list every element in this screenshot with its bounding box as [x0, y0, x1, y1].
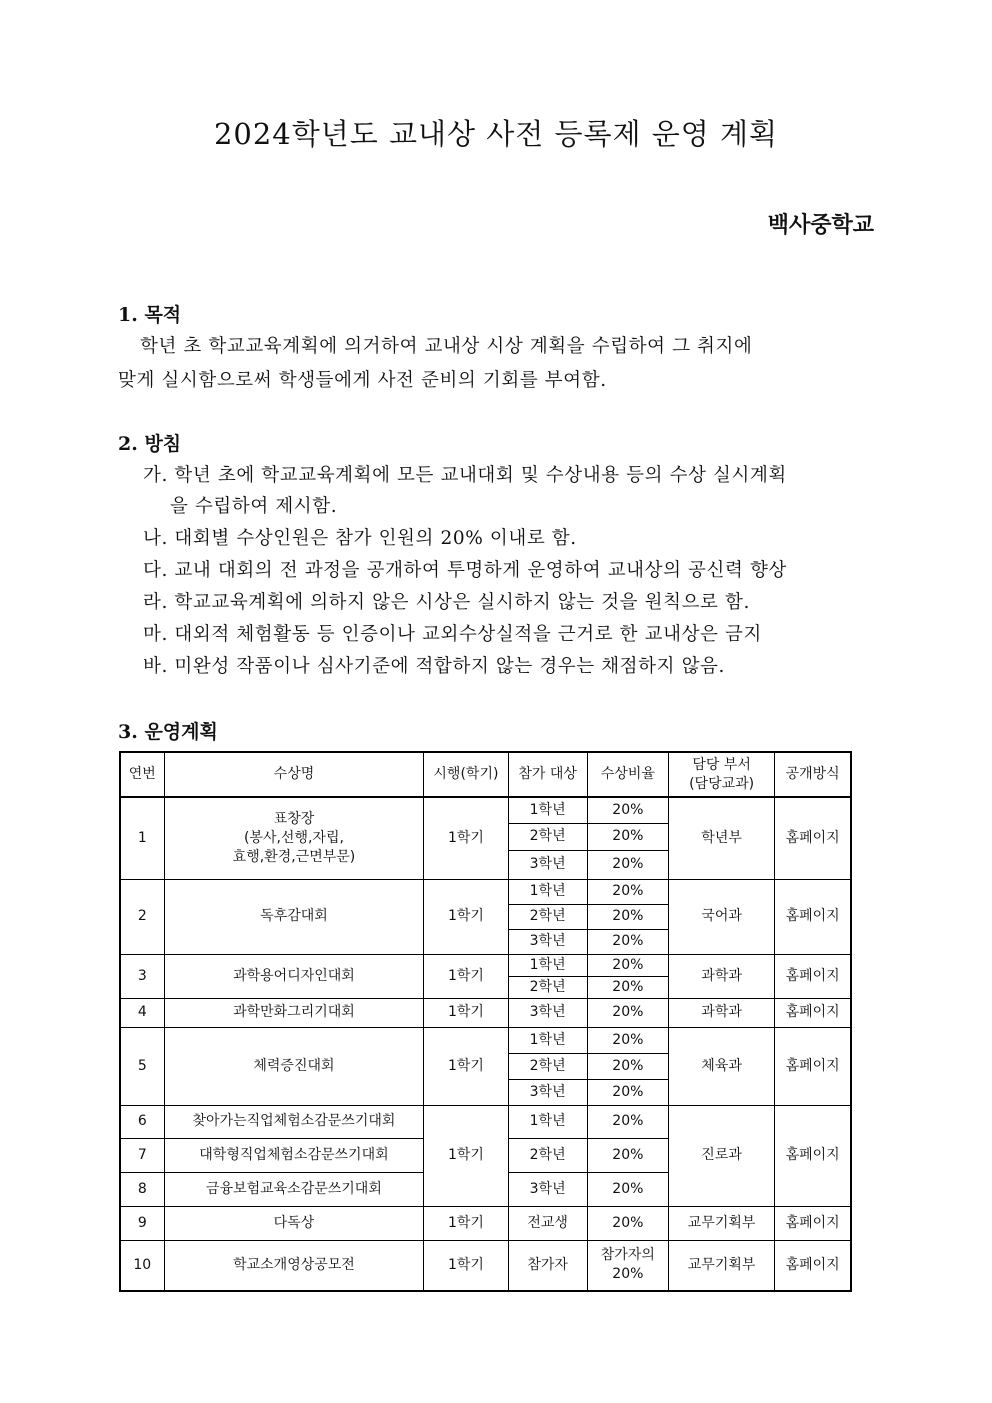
row5-publish: 홈페이지	[775, 1027, 851, 1105]
row2-target-1: 1학년	[508, 879, 587, 904]
row7-rate-1: 20%	[587, 1138, 668, 1172]
policy-item-ba: 바. 미완성 작품이나 심사기준에 적합하지 않는 경우는 채점하지 않음.	[143, 656, 725, 677]
row7-name: 대학형직업체험소감문쓰기대회	[164, 1138, 424, 1172]
row3-target-1: 1학년	[508, 954, 587, 976]
operation-plan-table	[119, 751, 852, 1292]
row9-rate-1: 20%	[587, 1206, 668, 1240]
row4-no: 4	[120, 998, 164, 1027]
row2-no: 2	[120, 879, 164, 954]
header-target: 참가 대상	[508, 752, 587, 797]
row2-publish: 홈페이지	[775, 879, 851, 954]
row6-name: 찾아가는직업체험소감문쓰기대회	[164, 1105, 424, 1138]
row6-target-1: 1학년	[508, 1105, 587, 1138]
row6-rate-1: 20%	[587, 1105, 668, 1138]
header-rate: 수상비율	[587, 752, 668, 797]
row10-rate-line1: 참가자의	[600, 1247, 655, 1264]
table-row	[120, 797, 851, 823]
row10-publish: 홈페이지	[775, 1240, 851, 1291]
section3-heading: 3. 운영계획	[118, 721, 218, 743]
row9-semester: 1학기	[424, 1206, 508, 1240]
row5-rate-2: 20%	[587, 1053, 668, 1079]
row7-no: 7	[120, 1138, 164, 1172]
row9-dept: 교무기획부	[668, 1206, 774, 1240]
row3-dept: 과학과	[668, 954, 774, 998]
row9-name: 다독상	[164, 1206, 424, 1240]
section1-heading: 1. 목적	[118, 304, 182, 326]
row5-rate-1: 20%	[587, 1027, 668, 1053]
table-row	[120, 1105, 851, 1138]
header-publish: 공개방식	[775, 752, 851, 797]
section2-heading: 2. 방침	[118, 433, 182, 455]
row3-semester: 1학기	[424, 954, 508, 998]
row5-target-1: 1학년	[508, 1027, 587, 1053]
row678-publish: 홈페이지	[775, 1105, 851, 1206]
school-name: 백사중학교	[767, 212, 874, 238]
row1-name-line1: 표창장	[273, 810, 315, 827]
row3-rate-2: 20%	[587, 976, 668, 998]
table-header-row	[120, 752, 851, 797]
row1-dept: 학년부	[668, 797, 774, 879]
row1-target-1: 1학년	[508, 797, 587, 823]
row1-semester: 1학기	[424, 797, 508, 879]
row9-no: 9	[120, 1206, 164, 1240]
policy-item-ga: 가. 학년 초에 학교교육계획에 모든 교내대회 및 수상내용 등의 수상 실시계획	[143, 465, 787, 486]
row8-target-1: 3학년	[508, 1172, 587, 1206]
row4-name: 과학만화그리기대회	[164, 998, 424, 1027]
row1-rate-2: 20%	[587, 823, 668, 850]
header-dept-line1: 담당 부서	[692, 756, 751, 773]
row5-semester: 1학기	[424, 1027, 508, 1105]
row3-target-2: 2학년	[508, 976, 587, 998]
row4-rate-1: 20%	[587, 998, 668, 1027]
row3-publish: 홈페이지	[775, 954, 851, 998]
table-row	[120, 1206, 851, 1240]
table-row	[120, 998, 851, 1027]
row10-rate-line2: 20%	[612, 1266, 644, 1283]
row1-name-line3: 효행,환경,근면부문)	[232, 848, 356, 865]
header-dept	[668, 752, 774, 797]
row4-publish: 홈페이지	[775, 998, 851, 1027]
row3-no: 3	[120, 954, 164, 998]
row1-name-line2: (봉사,선행,자립,	[243, 829, 344, 846]
row1-publish: 홈페이지	[775, 797, 851, 879]
policy-item-ra: 라. 학교교육계획에 의하지 않은 시상은 실시하지 않는 것을 원칙으로 함.	[143, 592, 750, 613]
section1-line2: 맞게 실시함으로써 학생들에게 사전 준비의 기회를 부여함.	[118, 370, 607, 391]
row1-name	[164, 797, 424, 879]
row2-target-3: 3학년	[508, 929, 587, 954]
row3-name: 과학용어디자인대회	[164, 954, 424, 998]
row3-rate-1: 20%	[587, 954, 668, 976]
header-no: 연번	[120, 752, 164, 797]
row10-name: 학교소개영상공모전	[164, 1240, 424, 1291]
row678-semester: 1학기	[424, 1105, 508, 1206]
policy-item-na: 나. 대회별 수상인원은 참가 인원의 20% 이내로 함.	[143, 528, 577, 549]
row10-rate-1	[587, 1240, 668, 1291]
row8-name: 금융보험교육소감문쓰기대회	[164, 1172, 424, 1206]
row5-target-3: 3학년	[508, 1079, 587, 1105]
table-row	[120, 879, 851, 904]
row2-rate-3: 20%	[587, 929, 668, 954]
policy-item-da: 다. 교내 대회의 전 과정을 공개하여 투명하게 운영하여 교내상의 공신력 향상	[143, 560, 787, 581]
row5-rate-3: 20%	[587, 1079, 668, 1105]
row2-name: 독후감대회	[164, 879, 424, 954]
row10-target-1: 참가자	[508, 1240, 587, 1291]
row1-target-2: 2학년	[508, 823, 587, 850]
row4-dept: 과학과	[668, 998, 774, 1027]
row1-rate-1: 20%	[587, 797, 668, 823]
row678-dept: 진로과	[668, 1105, 774, 1206]
policy-item-ga-cont: 을 수립하여 제시함.	[170, 496, 338, 517]
row5-no: 5	[120, 1027, 164, 1105]
row5-target-2: 2학년	[508, 1053, 587, 1079]
header-dept-line2: (담당교과)	[689, 775, 755, 792]
header-semester: 시행(학기)	[424, 752, 508, 797]
row1-rate-3: 20%	[587, 850, 668, 879]
row2-semester: 1학기	[424, 879, 508, 954]
row10-semester: 1학기	[424, 1240, 508, 1291]
header-name: 수상명	[164, 752, 424, 797]
document-title: 2024학년도 교내상 사전 등록제 운영 계획	[213, 117, 779, 151]
row4-semester: 1학기	[424, 998, 508, 1027]
table-row	[120, 1027, 851, 1053]
row9-publish: 홈페이지	[775, 1206, 851, 1240]
row2-rate-1: 20%	[587, 879, 668, 904]
row10-no: 10	[120, 1240, 164, 1291]
section1-line1: 학년 초 학교교육계획에 의거하여 교내상 시상 계획을 수립하여 그 취지에	[140, 336, 753, 357]
row1-target-3: 3학년	[508, 850, 587, 879]
row2-rate-2: 20%	[587, 904, 668, 929]
row1-no: 1	[120, 797, 164, 879]
row8-rate-1: 20%	[587, 1172, 668, 1206]
table-row	[120, 1240, 851, 1291]
row7-target-1: 2학년	[508, 1138, 587, 1172]
policy-item-ma: 마. 대외적 체험활동 등 인증이나 교외수상실적을 근거로 한 교내상은 금지	[143, 624, 762, 645]
row8-no: 8	[120, 1172, 164, 1206]
row2-dept: 국어과	[668, 879, 774, 954]
row2-target-2: 2학년	[508, 904, 587, 929]
row5-name: 체력증진대회	[164, 1027, 424, 1105]
row6-no: 6	[120, 1105, 164, 1138]
row4-target-1: 3학년	[508, 998, 587, 1027]
row9-target-1: 전교생	[508, 1206, 587, 1240]
row10-dept: 교무기획부	[668, 1240, 774, 1291]
row5-dept: 체육과	[668, 1027, 774, 1105]
table-row	[120, 954, 851, 976]
